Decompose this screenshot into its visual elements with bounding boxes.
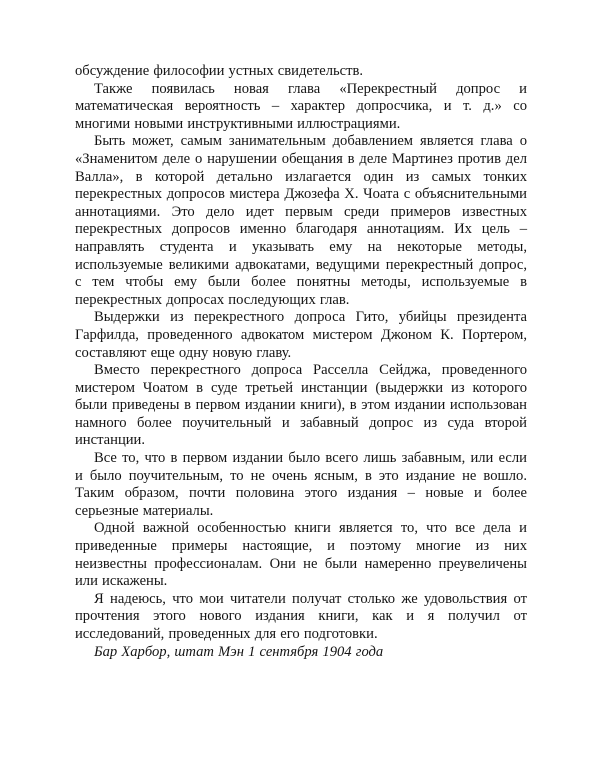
paragraph: Вместо перекрестного допроса Расселла Сейджа, проведенного мистером Чоатом в суде третьей инстанции (выдержки из которого были приведены в первом издании книги), в этом издании использован намного более поучительный и забавный допрос из суда второй инстанции. [75,362,527,449]
paragraph: Быть может, самым занимательным добавлением является глава о «Знаменитом деле о нарушении обещания в деле Мартинез против дел Валла», в которой детально излагается один из самых тонких перекрестных допросов мистера Джозефа Х. Чоата с объяснительными аннотациями. Это дело идет первым среди примеров известных перекрестных допросов именно благодаря аннотациям. Их цель – направлять студента и указывать ему на некоторые методы, используемые великими адвокатами, ведущими перекрестный допрос, с тем чтобы ему были более понятны методы, используемые в перекрестных допросах последующих глав. [75,133,527,308]
paragraph: Также появилась новая глава «Перекрестный допрос и математическая вероятность – характер допросчика, и т. д.» со многими новыми инструктивными иллюстрациями. [75,80,527,132]
paragraph: Выдержки из перекрестного допроса Гито, убийцы президента Гарфилда, проведенного адвокатом мистером Джоном К. Портером, составляют еще одну новую главу. [75,309,527,361]
paragraph: Я надеюсь, что мои читатели получат столько же удовольствия от прочтения этого нового издания книги, как и я получил от исследований, проведенных для его подготовки. [75,590,527,642]
paragraph: Одной важной особенностью книги является то, что все дела и приведенные примеры настоящие, и поэтому многие из них неизвестны профессионалам. Они не были намеренно преувеличены или искажены. [75,520,527,590]
paragraph-continuation: обсуждение философии устных свидетельств. [75,63,364,79]
signature-line: Бар Харбор, штат Мэн 1 сентября 1904 года [94,643,384,660]
paragraph: Все то, что в первом издании было всего лишь забавным, или если и было поучительным, то не очень ясным, в это издание не вошло. Таким образом, почти половина этого издания – новые и более серьезные материалы. [75,450,527,519]
